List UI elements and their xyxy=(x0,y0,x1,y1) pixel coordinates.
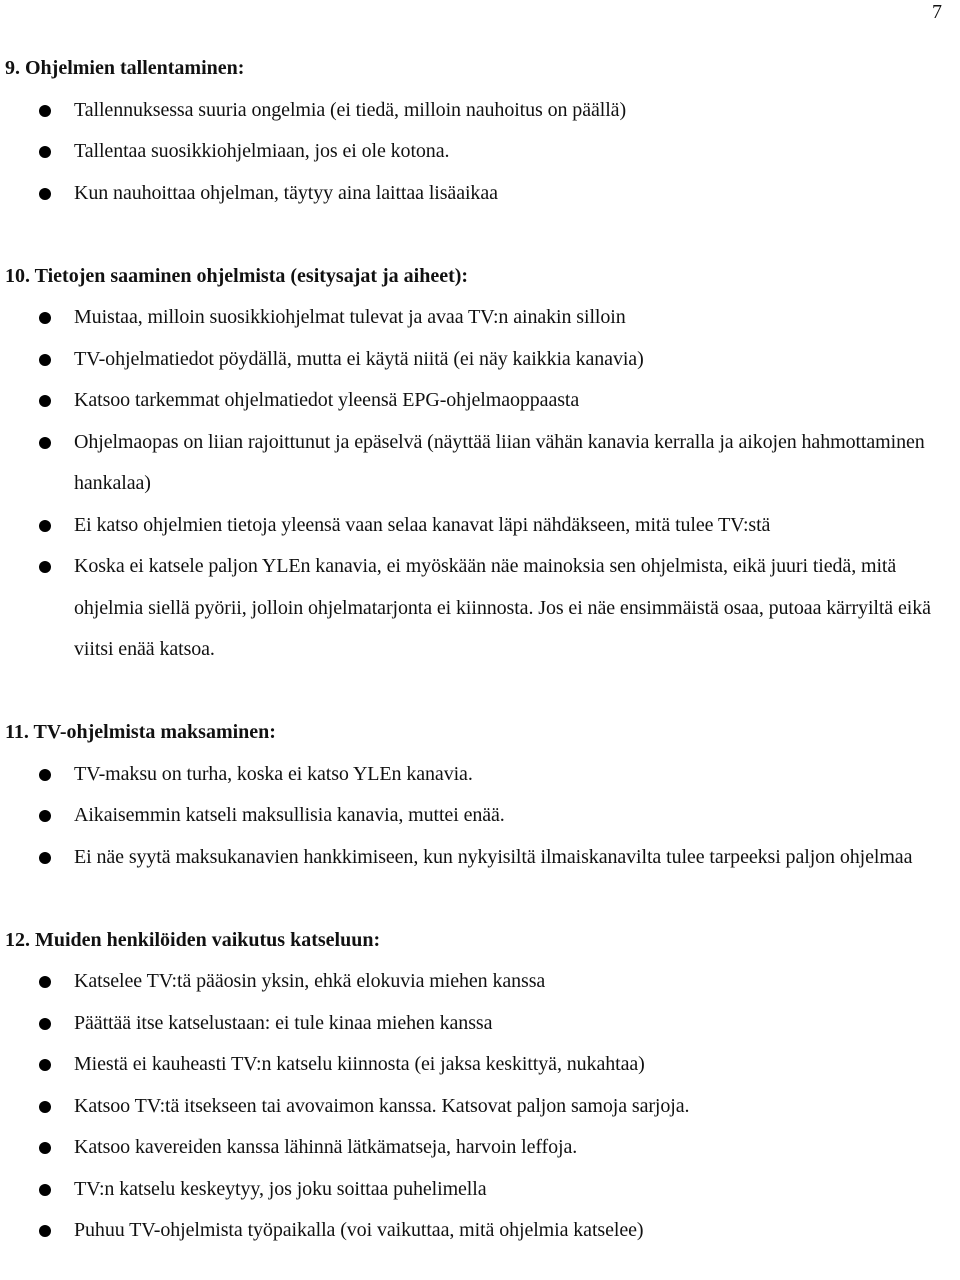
bullet-icon xyxy=(39,852,51,864)
list-item xyxy=(0,380,960,422)
bullet-list xyxy=(0,754,960,879)
list-item-text: Muistaa, milloin suosikkiohjelmat tulevat ja avaa TV:n ainakin silloin xyxy=(74,306,626,328)
list-item-text: Kun nauhoittaa ohjelman, täytyy aina laittaa lisäaikaa xyxy=(74,181,498,204)
section-spacer xyxy=(0,878,960,920)
list-item-text: TV:n katselu keskeytyy, jos joku soittaa puhelimella xyxy=(74,1177,487,1200)
bullet-list xyxy=(0,961,960,1252)
list-item-text: TV-ohjelmatiedot pöydällä, mutta ei käytä niitä (ei näy kaikkia kanavia) xyxy=(74,347,644,370)
bullet-icon xyxy=(39,105,51,117)
bullet-icon xyxy=(39,810,51,822)
list-item xyxy=(0,1169,960,1211)
section-spacer xyxy=(0,214,960,256)
list-item-text: Tallentaa suosikkiohjelmiaan, jos ei ole kotona. xyxy=(74,140,450,162)
list-item xyxy=(0,1003,960,1045)
bullet-icon xyxy=(39,976,51,988)
list-item xyxy=(0,173,960,215)
section-tv-ohjelmista-maksaminen xyxy=(0,712,960,878)
bullet-icon xyxy=(39,354,51,366)
list-item-text: Katsoo tarkemmat ohjelmatiedot yleensä EPG-ohjelmaoppaasta xyxy=(74,389,580,411)
bullet-icon xyxy=(39,1142,51,1154)
list-item-text: TV-maksu on turha, koska ei katso YLEn kanavia. xyxy=(74,762,473,785)
list-item-text: Ei katso ohjelmien tietoja yleensä vaan selaa kanavat läpi nähdäkseen, mitä tulee TV:stä xyxy=(74,513,771,536)
bullet-icon xyxy=(39,769,51,781)
section-tietojen-saaminen xyxy=(0,256,960,671)
bullet-icon xyxy=(39,1184,51,1196)
list-item-text: Puhuu TV-ohjelmista työpaikalla (voi vaikuttaa, mitä ohjelmia katselee) xyxy=(74,1219,644,1241)
list-item-text: Tallennuksessa suuria ongelmia (ei tiedä, milloin nauhoitus on päällä) xyxy=(74,98,627,121)
list-item xyxy=(0,754,960,796)
list-item xyxy=(0,795,960,837)
list-item xyxy=(0,1086,960,1128)
section-heading: 11. TV-ohjelmista maksaminen: xyxy=(5,721,276,743)
list-item xyxy=(0,1044,960,1086)
list-item xyxy=(0,297,960,339)
section-spacer xyxy=(0,671,960,713)
bullet-icon xyxy=(39,146,51,158)
bullet-icon xyxy=(39,312,51,324)
list-item-text: Katsoo TV:tä itsekseen tai avovaimon kanssa. Katsovat paljon samoja sarjoja. xyxy=(74,1094,690,1117)
list-item-text: Aikaisemmin katseli maksullisia kanavia, muttei enää. xyxy=(74,804,505,826)
section-ohjelmien-tallentaminen xyxy=(0,48,960,214)
document-body xyxy=(0,48,960,1252)
list-item xyxy=(0,90,960,132)
list-item xyxy=(0,339,960,381)
bullet-icon xyxy=(39,1225,51,1237)
bullet-icon xyxy=(39,561,51,573)
list-item-text: Ei näe syytä maksukanavien hankkimiseen, kun nykyisiltä ilmaiskanavilta tulee tarpeeksi paljon ohjelmaa xyxy=(74,845,913,868)
list-item xyxy=(0,837,960,879)
list-item xyxy=(0,546,960,671)
list-item xyxy=(0,505,960,547)
bullet-icon xyxy=(39,1101,51,1113)
page-number: 7 xyxy=(932,1,942,23)
section-heading: 9. Ohjelmien tallentaminen: xyxy=(5,57,245,79)
list-item-text: Päättää itse katselustaan: ei tule kinaa miehen kanssa xyxy=(74,1011,493,1034)
section-heading: 10. Tietojen saaminen ohjelmista (esitysajat ja aiheet): xyxy=(5,264,469,287)
bullet-icon xyxy=(39,395,51,407)
section-heading: 12. Muiden henkilöiden vaikutus katseluun: xyxy=(5,928,381,951)
list-item xyxy=(0,961,960,1003)
bullet-icon xyxy=(39,1059,51,1071)
list-item xyxy=(0,131,960,173)
list-item xyxy=(0,1127,960,1169)
list-item-text: Ohjelmaopas on liian rajoittunut ja epäselvä (näyttää liian vähän kanavia kerralla ja aikojen hahmottaminen hankalaa) xyxy=(74,430,925,494)
bullet-icon xyxy=(39,188,51,200)
list-item xyxy=(0,422,960,505)
section-muiden-henkiloiden-vaikutus xyxy=(0,920,960,1252)
list-item-text: Miestä ei kauheasti TV:n katselu kiinnosta (ei jaksa keskittyä, nukahtaa) xyxy=(74,1053,645,1075)
bullet-list xyxy=(0,90,960,215)
bullet-icon xyxy=(39,520,51,532)
list-item xyxy=(0,1210,960,1252)
list-item-text: Koska ei katsele paljon YLEn kanavia, ei myöskään näe mainoksia sen ohjelmista, eikä juuri tiedä, mitä ohjelmia siellä pyörii, jolloin ohjelmatarjonta ei kiinnosta. Jos ei näe ensimmäistä osaa, putoaa kärryiltä eikä viitsi enää katsoa. xyxy=(74,555,931,660)
bullet-icon xyxy=(39,1018,51,1030)
list-item-text: Katselee TV:tä pääosin yksin, ehkä elokuvia miehen kanssa xyxy=(74,970,546,992)
bullet-icon xyxy=(39,437,51,449)
list-item-text: Katsoo kavereiden kanssa lähinnä lätkämatseja, harvoin leffoja. xyxy=(74,1136,578,1158)
bullet-list xyxy=(0,297,960,671)
